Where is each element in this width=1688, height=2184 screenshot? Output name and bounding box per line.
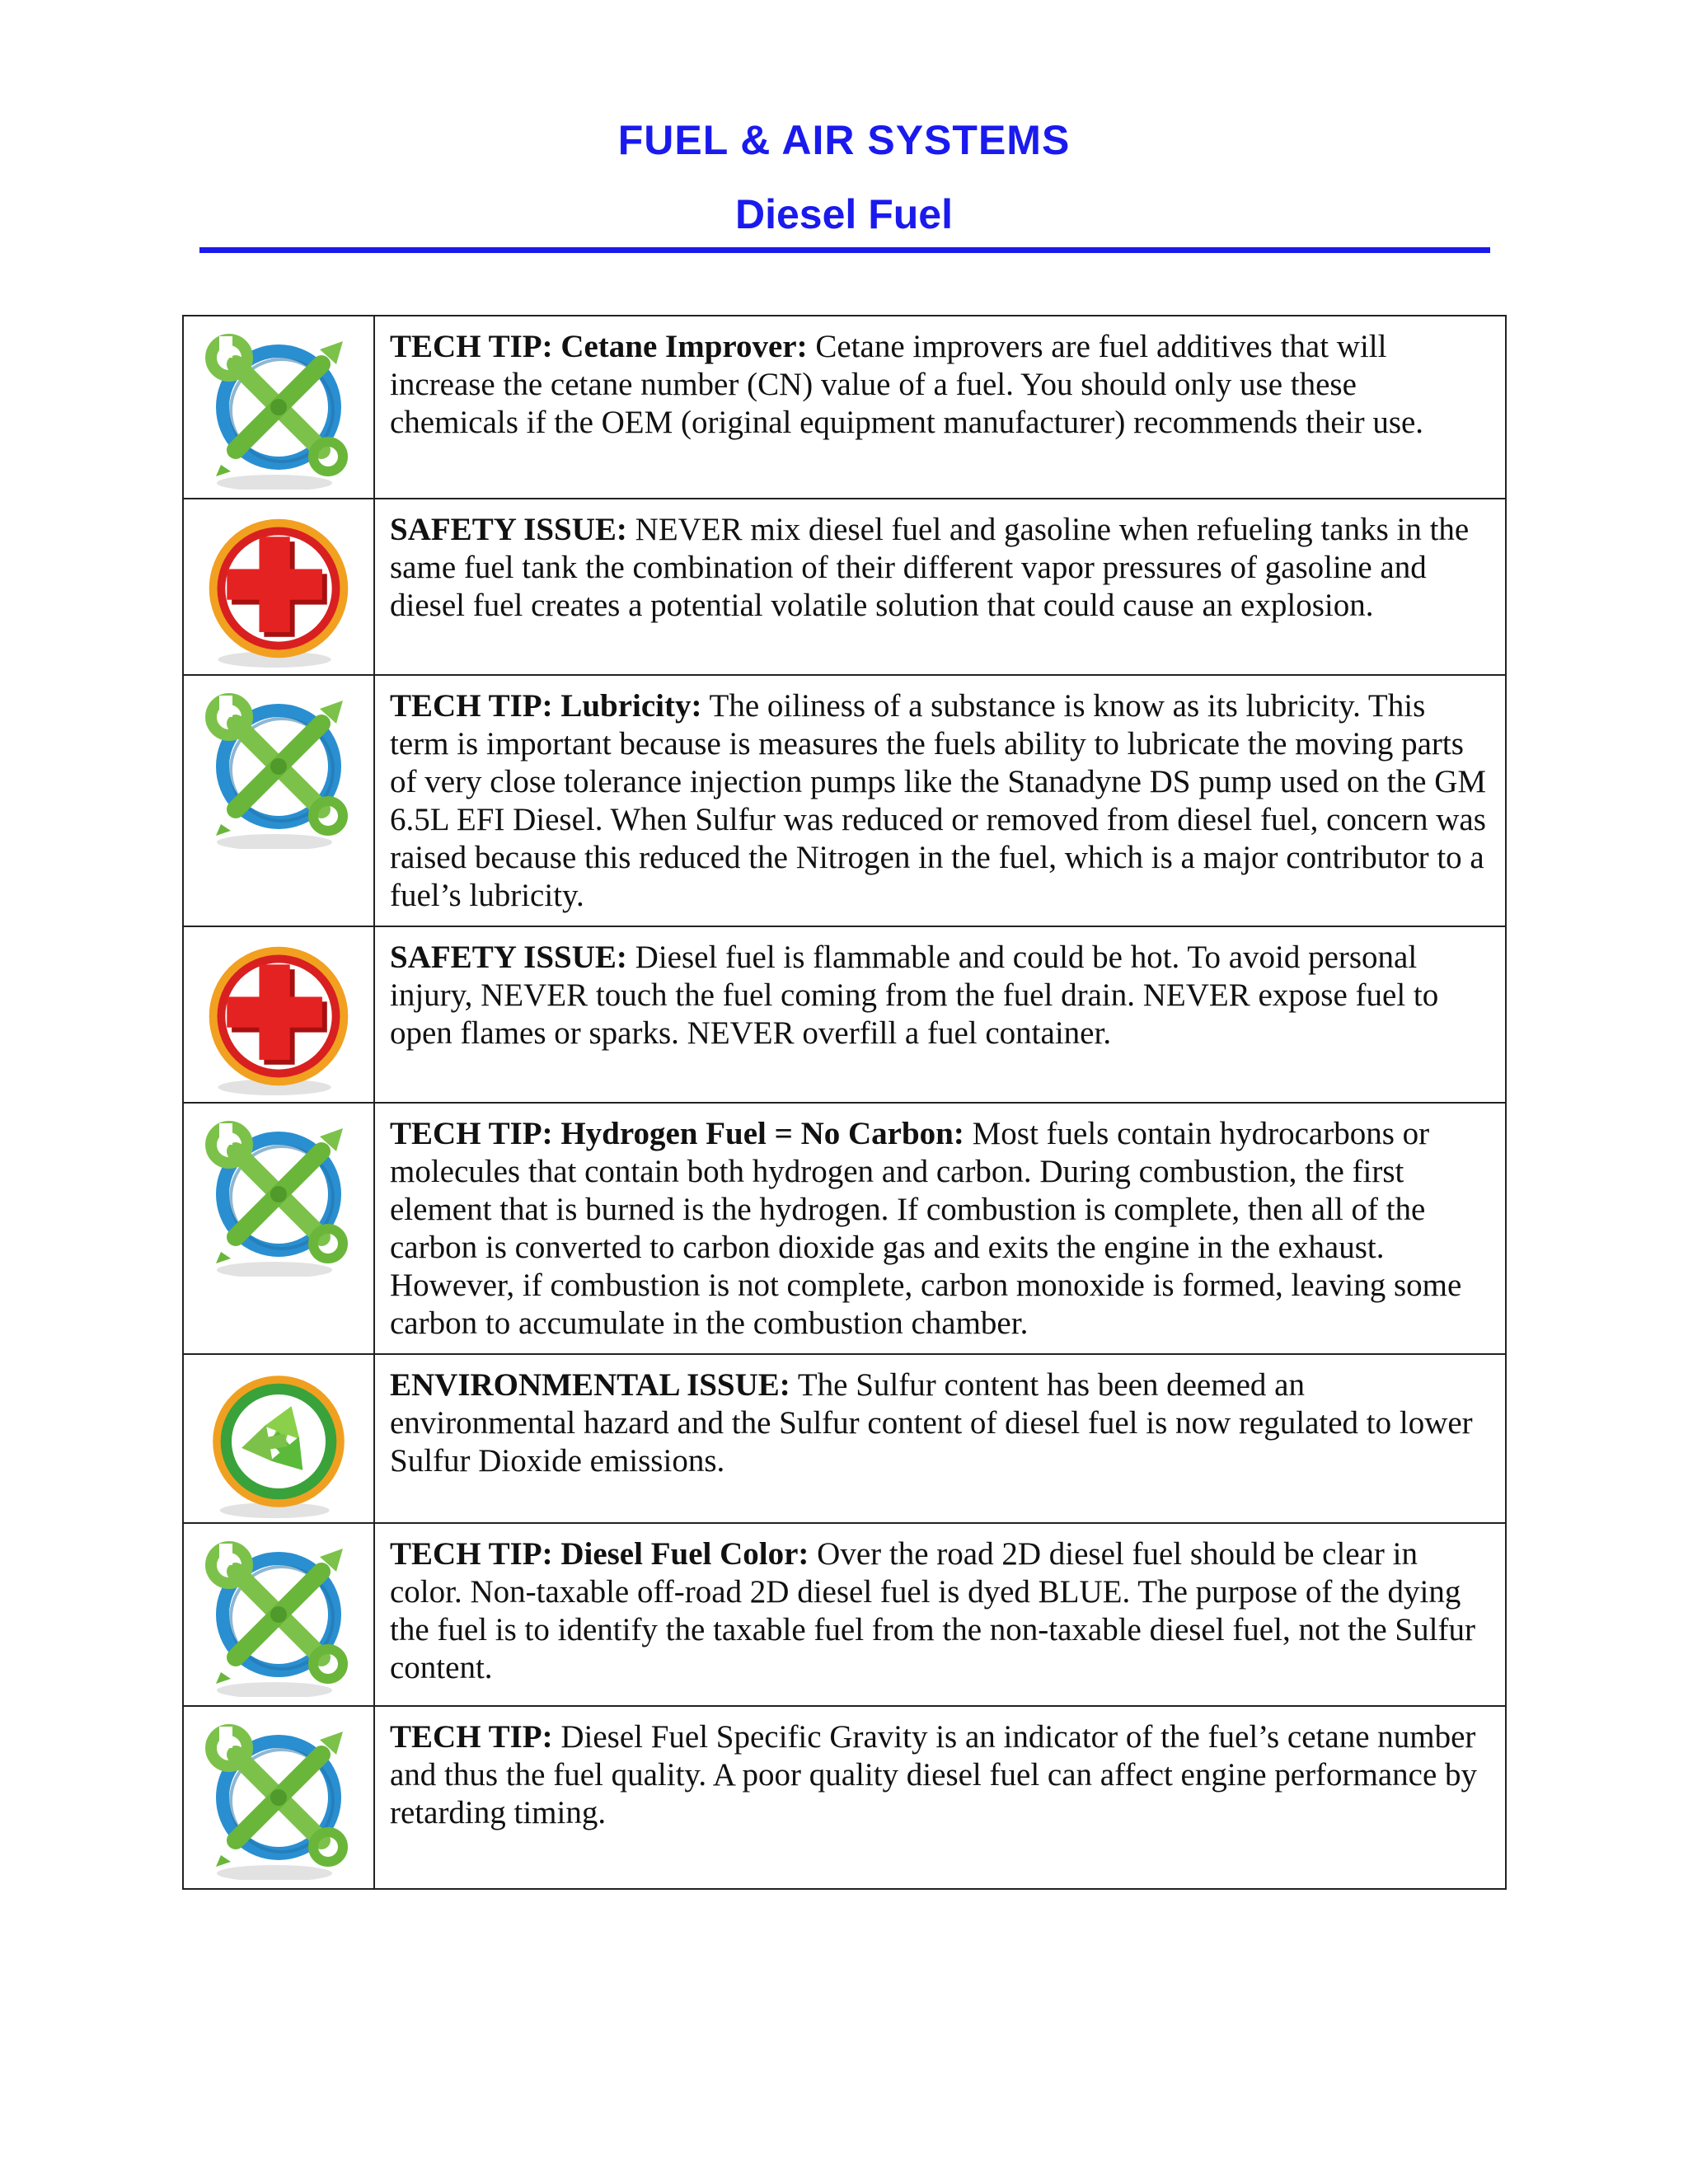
tip-label: ENVIRONMENTAL ISSUE: (390, 1367, 790, 1403)
icon-cell (183, 499, 374, 675)
header-divider (199, 247, 1490, 253)
page-header (0, 115, 1688, 239)
tip-label: TECH TIP: Diesel Fuel Color: (390, 1536, 809, 1572)
table-row (183, 675, 1506, 926)
page-subtitle: Diesel Fuel (735, 191, 953, 237)
tech-tip-wrench-icon (196, 684, 361, 849)
tech-tip-wrench-icon (196, 1532, 361, 1697)
tech-tip-wrench-icon (196, 325, 361, 490)
tech-tip-wrench-icon (196, 1112, 361, 1277)
tip-body: The oiliness of a substance is know as its lubricity. This term is important because is measures the fuels ability to lubricate the moving parts of very close tolerance injection pumps like the Stanadyne DS pump used on the GM 6.5L EFI Diesel. When Sulfur was reduced or removed from diesel fuel, concern was raised because this reduced the Nitrogen in the fuel, which is a major contributor to a fuel’s lubricity. (390, 688, 1487, 913)
tip-label: SAFETY ISSUE: (390, 940, 627, 975)
tip-body: Most fuels contain hydrocarbons or molecules that contain both hydrogen and carbon. During combustion, the first element that is burned is the hydrogen. If combustion is complete, then all of the carbon is converted to carbon dioxide gas and exits the engine in the exhaust. However, if combustion is not complete, carbon monoxide is formed, leaving some carbon to accumulate in the combustion chamber. (390, 1116, 1462, 1341)
tip-text (374, 1354, 1506, 1523)
icon-cell (183, 675, 374, 926)
icon-cell (183, 1523, 374, 1706)
tip-body: Cetane improvers are fuel additives that will increase the cetane number (CN) value of a fuel. You should only use these chemicals if the OEM (original equipment manufacturer) recommends their use. (390, 329, 1424, 440)
table-row (183, 1706, 1506, 1889)
icon-cell (183, 1354, 374, 1523)
recycle-icon (200, 1363, 357, 1520)
table-row (183, 499, 1506, 675)
tip-label: TECH TIP: (390, 1719, 553, 1755)
table-row (183, 1103, 1506, 1354)
table-row (183, 926, 1506, 1103)
tech-tip-wrench-icon (196, 1715, 361, 1880)
icon-cell (183, 926, 374, 1103)
tip-body: Diesel fuel is flammable and could be hot. To avoid personal injury, NEVER touch the fuel coming from the fuel drain. NEVER expose fuel to open flames or sparks. NEVER overfill a fuel container. (390, 940, 1439, 1051)
page-title: FUEL & AIR SYSTEMS (617, 117, 1071, 163)
tip-body: Diesel Fuel Specific Gravity is an indicator of the fuel’s cetane number and thus the fuel quality. A poor quality diesel fuel can affect engine performance by retarding timing. (390, 1719, 1478, 1830)
safety-cross-icon (198, 935, 359, 1097)
icon-cell (183, 1103, 374, 1354)
tip-text (374, 499, 1506, 675)
tip-label: TECH TIP: Lubricity: (390, 688, 702, 724)
table-row (183, 1523, 1506, 1706)
tip-label: TECH TIP: Hydrogen Fuel = No Carbon: (390, 1116, 964, 1151)
tip-label: TECH TIP: Cetane Improver: (390, 329, 808, 364)
table-row (183, 316, 1506, 499)
icon-cell (183, 316, 374, 499)
tip-text (374, 926, 1506, 1103)
tip-text (374, 316, 1506, 499)
table-row (183, 1354, 1506, 1523)
tips-table (182, 315, 1507, 1890)
tip-body: NEVER mix diesel fuel and gasoline when refueling tanks in the same fuel tank the combination of their different vapor pressures of gasoline and diesel fuel creates a potential volatile solution that could cause an explosion. (390, 512, 1470, 623)
tip-text (374, 675, 1506, 926)
tip-body: The Sulfur content has been deemed an environmental hazard and the Sulfur content of diesel fuel is now regulated to lower Sulfur Dioxide emissions. (390, 1367, 1473, 1479)
tip-label: SAFETY ISSUE: (390, 512, 627, 547)
safety-cross-icon (198, 508, 359, 669)
tip-text (374, 1523, 1506, 1706)
tip-text (374, 1706, 1506, 1889)
tip-body: Over the road 2D diesel fuel should be clear in color. Non-taxable off-road 2D diesel fuel is dyed BLUE. The purpose of the dying the fuel is to identify the taxable fuel from the non-taxable diesel fuel, not the Sulfur content. (390, 1536, 1475, 1685)
tip-text (374, 1103, 1506, 1354)
icon-cell (183, 1706, 374, 1889)
